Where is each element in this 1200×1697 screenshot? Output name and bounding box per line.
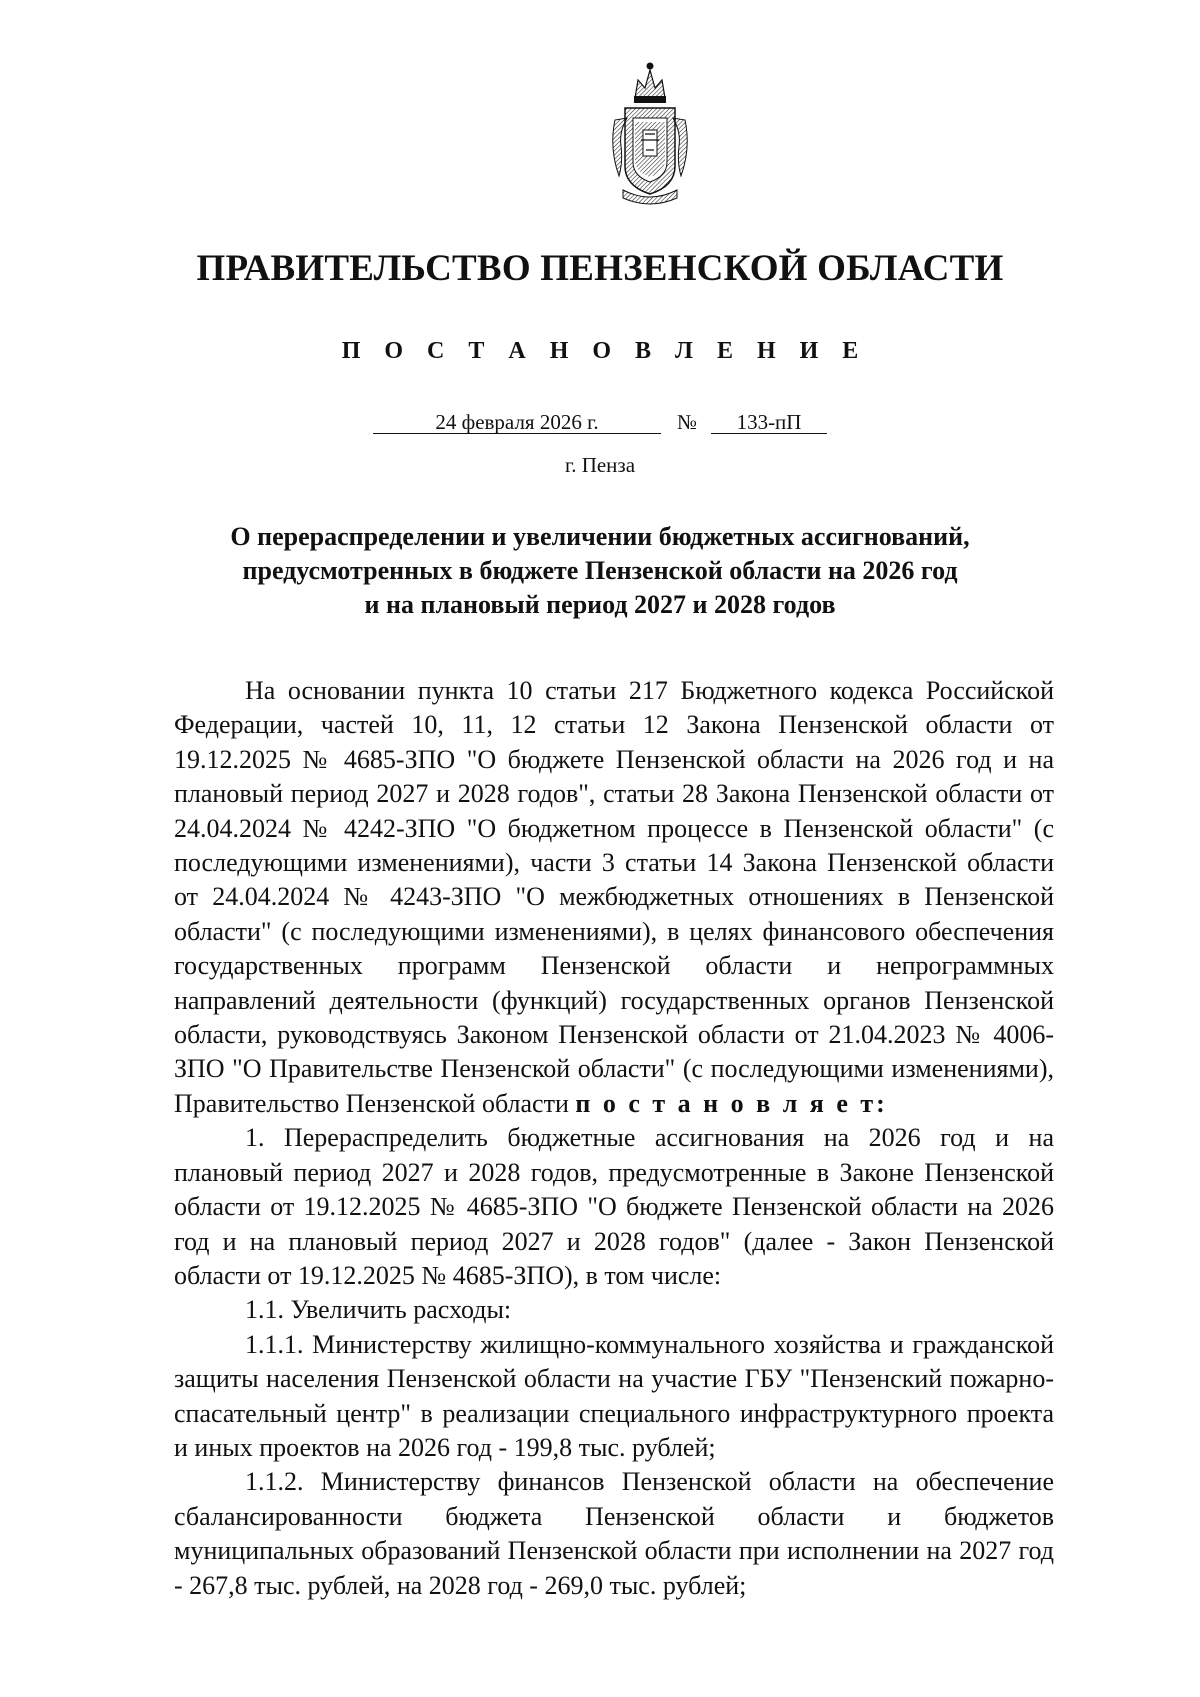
paragraph-1-1-1: 1.1.1. Министерству жилищно-коммунального хозяйства и гражданской защиты населения Пензенской области на участие ГБУ "Пензенский пожарно-спасательный центр" в реализации специального инфраструктурного проекта и иных проектов на 2026 год - 199,8 тыс. рублей; — [174, 1329, 1054, 1462]
city-label: г. Пенза — [564, 453, 636, 477]
document-title-line-1: О перераспределении и увеличении бюджетных ассигнований, — [230, 522, 970, 551]
document-title-line-2: предусмотренных в бюджете Пензенской области на 2026 год — [242, 556, 958, 585]
document-title — [180, 520, 1020, 622]
paragraph-1: 1. Перераспределить бюджетные ассигнования на 2026 год и на плановый период 2027 и 2028 годов, предусмотренные в Законе Пензенской области от 19.12.2025 № 4685-ЗПО "О бюджете Пензенской области на 2026 год и на плановый период 2027 и 2028 годов" (далее - Закон Пензенской области от 19.12.2025 № 4685-ЗПО), в том числе: — [174, 1123, 1054, 1290]
document-date: 24 февраля 2026 г. — [373, 411, 661, 434]
document-type-heading: П О С Т А Н О В Л Е Н И Е — [341, 338, 868, 364]
decree-word: п о с т а н о в л я е т: — [575, 1088, 888, 1118]
preamble-paragraph — [174, 674, 1054, 1121]
coat-of-arms-emblem — [605, 58, 695, 208]
paragraph-1-1-2: 1.1.2. Министерству финансов Пензенской области на обеспечение сбалансированности бюджета Пензенской области и бюджетов муниципальных образований Пензенской области при исполнении на 2027 год - 267,8 тыс. рублей, на 2028 год - 269,0 тыс. рублей; — [174, 1467, 1054, 1600]
number-sign: № — [676, 410, 698, 434]
preamble-text: На основании пункта 10 статьи 217 Бюджетного кодекса Российской Федерации, частей 10, 11, 12 статьи 12 Закона Пензенской области от 19.12.2025 № 4685-ЗПО "О бюджете Пензенской области на 2026 год и на плановый период 2027 и 2028 годов", статьи 28 Закона Пензенской области от 24.04.2024 № 4242-ЗПО "О бюджетном процессе в Пензенской области" (с последующими изменениями), части 3 статьи 14 Закона Пензенской области от 24.04.2024 № 4243-ЗПО "О межбюджетных отношениях в Пензенской области" (с последующими изменениями), в целях финансового обеспечения государственных программ Пензенской области и непрограммных направлений деятельности (функций) государственных органов Пензенской области, руководствуясь Законом Пензенской области от 21.04.2023 № 4006-ЗПО "О Правительстве Пензенской области" (с последующими изменениями), Правительство Пензенской области — [174, 676, 1054, 1118]
document-title-line-3: и на плановый период 2027 и 2028 годов — [364, 590, 836, 619]
government-name-heading: ПРАВИТЕЛЬСТВО ПЕНЗЕНСКОЙ ОБЛАСТИ — [196, 248, 1004, 289]
document-body — [174, 674, 1054, 1603]
document-number: 133-пП — [711, 411, 827, 434]
paragraph-1-1: 1.1. Увеличить расходы: — [245, 1295, 512, 1325]
date-number-line — [0, 410, 1200, 435]
